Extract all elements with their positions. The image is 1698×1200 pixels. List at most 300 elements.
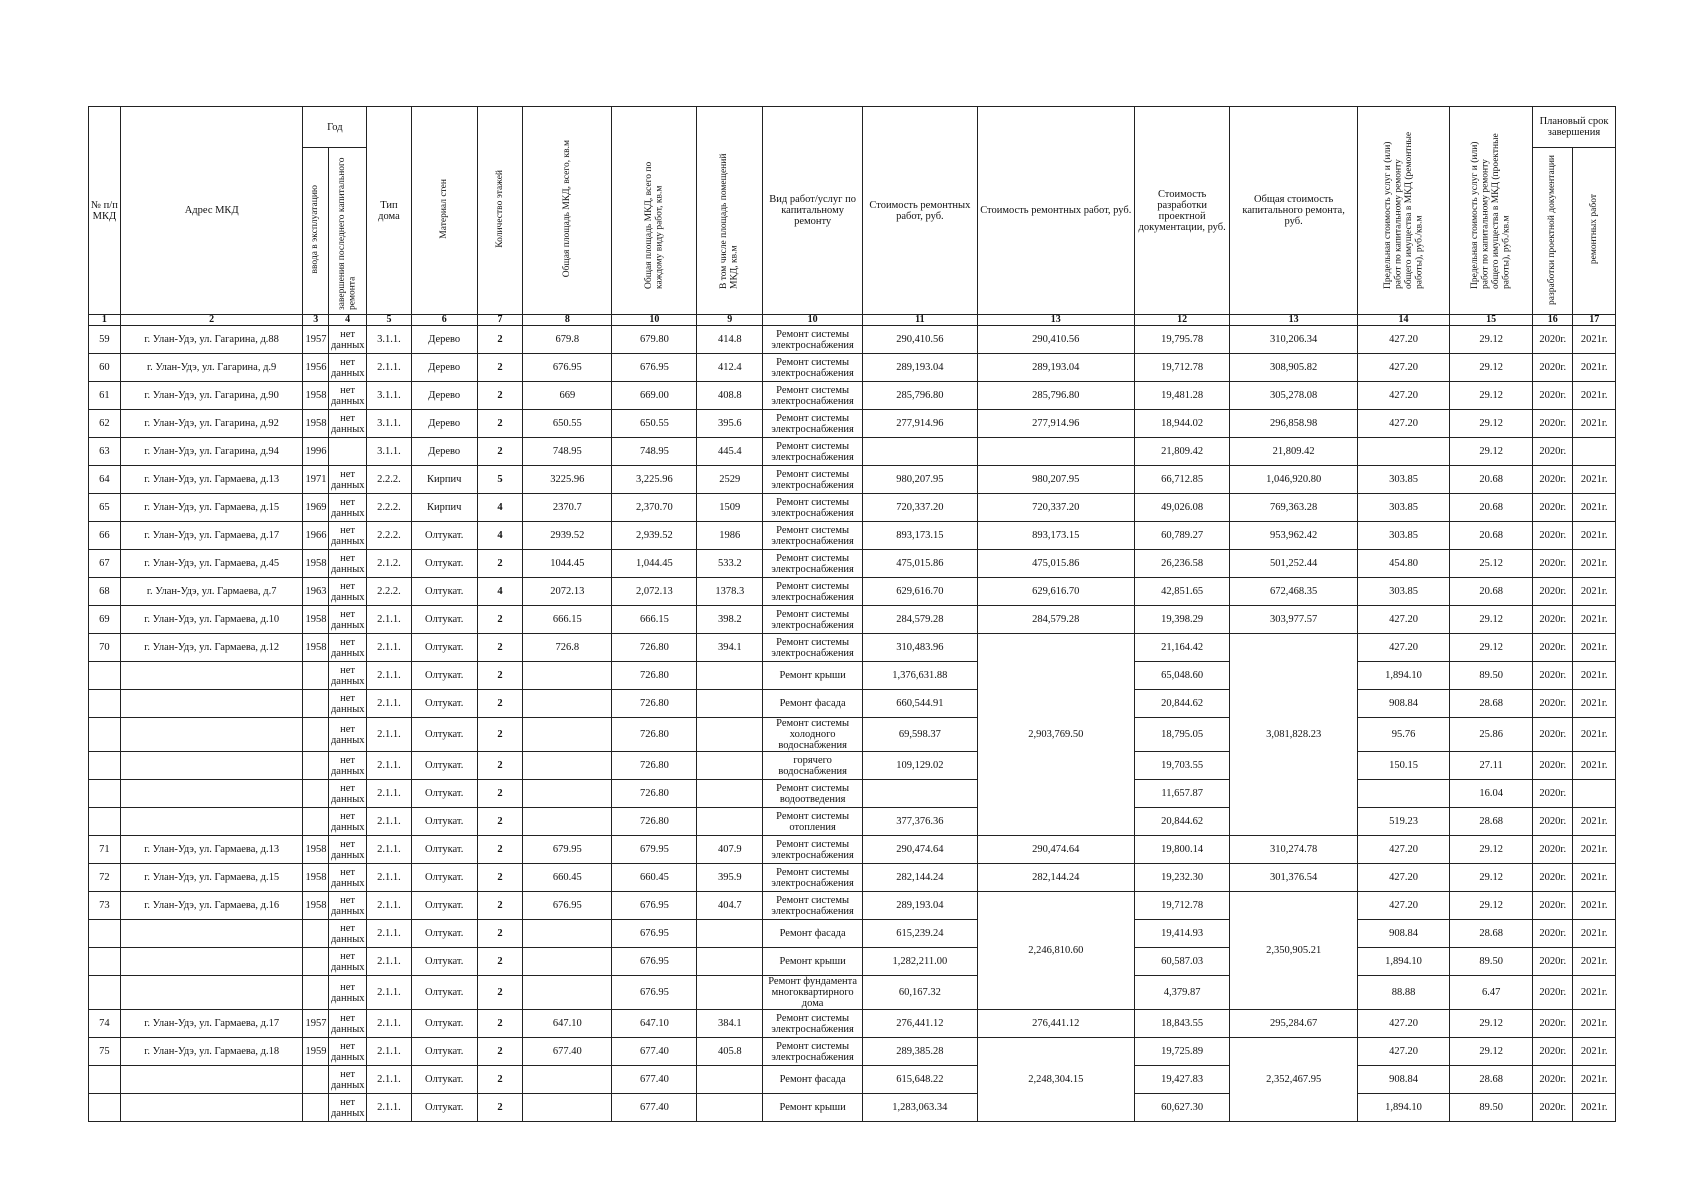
repair-cost-cell: 660,544.91	[863, 690, 978, 718]
plan-design-cell: 2020г.	[1533, 752, 1573, 780]
repair-cost-cell: 615,239.24	[863, 920, 978, 948]
limit-repair-cell: 427.20	[1357, 382, 1449, 410]
hdr-design-cost: Стоимость разработки проектной документации, руб.	[1134, 107, 1230, 315]
material-cell: Олтукат.	[411, 690, 477, 718]
plan-design-cell: 2020г.	[1533, 864, 1573, 892]
plan-design-cell: 2020г.	[1533, 976, 1573, 1010]
house-type-cell: 2.1.1.	[367, 662, 412, 690]
house-type-cell: 2.1.1.	[367, 836, 412, 864]
plan-design-cell: 2020г.	[1533, 1094, 1573, 1122]
total-area-cell: 3225.96	[523, 466, 612, 494]
empty-cell	[120, 948, 303, 976]
last-repair-cell: нет данных	[328, 634, 366, 662]
area-by-work-cell: 679.80	[612, 326, 697, 354]
last-repair-cell: нет данных	[328, 1094, 366, 1122]
work-type-cell: Ремонт системы электроснабжения	[763, 466, 863, 494]
commission-year-cell: 1959	[303, 1038, 328, 1066]
premises-area-cell: 1986	[697, 522, 763, 550]
design-cost-cell: 19,795.78	[1134, 326, 1230, 354]
repair-cost-cell: 69,598.37	[863, 718, 978, 752]
repair-cost-cell: 1,283,063.34	[863, 1094, 978, 1122]
work-type-cell: Ремонт системы водоотведения	[763, 780, 863, 808]
design-cost-cell: 19,703.55	[1134, 752, 1230, 780]
address-cell: г. Улан-Удэ, ул. Гармаева, д.18	[120, 1038, 303, 1066]
premises-area-cell: 414.8	[697, 326, 763, 354]
repair-cost-cell	[863, 438, 978, 466]
house-type-cell: 2.2.2.	[367, 494, 412, 522]
limit-design-cell: 20.68	[1450, 578, 1533, 606]
work-type-cell: Ремонт фасада	[763, 1066, 863, 1094]
overall-cost-cell: 21,809.42	[1230, 438, 1357, 466]
limit-repair-cell: 908.84	[1357, 920, 1449, 948]
floors-cell: 2	[477, 1066, 523, 1094]
column-numbers-row	[89, 315, 1616, 326]
design-cost-cell: 4,379.87	[1134, 976, 1230, 1010]
empty-cell	[697, 920, 763, 948]
repair-cost-cell: 377,376.36	[863, 808, 978, 836]
floors-cell: 2	[477, 438, 523, 466]
limit-repair-cell: 427.20	[1357, 1010, 1449, 1038]
plan-repair-cell: 2021г.	[1573, 1094, 1616, 1122]
limit-design-cell: 20.68	[1450, 522, 1533, 550]
area-by-work-cell: 1,044.45	[612, 550, 697, 578]
overall-cost-cell: 310,274.78	[1230, 836, 1357, 864]
hdr-num: № п/п МКД	[89, 107, 121, 315]
hdr-plan-repair: ремонтных работ	[1573, 148, 1616, 315]
limit-repair-cell: 303.85	[1357, 466, 1449, 494]
total-area-cell: 748.95	[523, 438, 612, 466]
material-cell: Дерево	[411, 382, 477, 410]
plan-repair-cell: 2021г.	[1573, 1066, 1616, 1094]
design-cost-cell: 65,048.60	[1134, 662, 1230, 690]
last-repair-cell: нет данных	[328, 382, 366, 410]
last-repair-cell: нет данных	[328, 326, 366, 354]
column-number: 16	[1533, 315, 1573, 326]
premises-area-cell: 398.2	[697, 606, 763, 634]
repair-cost-cell: 109,129.02	[863, 752, 978, 780]
address-cell: г. Улан-Удэ, ул. Гагарина, д.9	[120, 354, 303, 382]
work-type-cell: Ремонт системы электроснабжения	[763, 438, 863, 466]
empty-cell	[89, 948, 121, 976]
plan-repair-cell: 2021г.	[1573, 326, 1616, 354]
area-by-work-cell: 726.80	[612, 690, 697, 718]
hdr-year-group: Год	[303, 107, 367, 148]
work-type-cell: Ремонт системы электроснабжения	[763, 1038, 863, 1066]
commission-year-cell: 1957	[303, 1010, 328, 1038]
overall-cost-cell: 769,363.28	[1230, 494, 1357, 522]
floors-cell: 2	[477, 892, 523, 920]
empty-cell	[303, 948, 328, 976]
design-cost-cell: 19,232.30	[1134, 864, 1230, 892]
design-cost-cell: 60,789.27	[1134, 522, 1230, 550]
column-number: 9	[697, 315, 763, 326]
total-area-cell: 679.8	[523, 326, 612, 354]
plan-repair-cell: 2021г.	[1573, 948, 1616, 976]
material-cell: Олтукат.	[411, 808, 477, 836]
empty-cell	[523, 780, 612, 808]
house-type-cell: 2.1.1.	[367, 718, 412, 752]
empty-cell	[303, 752, 328, 780]
empty-cell	[303, 976, 328, 1010]
limit-repair-cell: 427.20	[1357, 836, 1449, 864]
empty-cell	[523, 1066, 612, 1094]
empty-cell	[303, 1094, 328, 1122]
plan-repair-cell: 2021г.	[1573, 976, 1616, 1010]
repair-cost-total-cell: 629,616.70	[977, 578, 1134, 606]
hdr-total-area: Общая площадь МКД, всего, кв.м	[523, 107, 612, 315]
plan-design-cell: 2020г.	[1533, 606, 1573, 634]
house-type-cell: 2.1.1.	[367, 752, 412, 780]
floors-cell: 2	[477, 662, 523, 690]
design-cost-cell: 11,657.87	[1134, 780, 1230, 808]
material-cell: Олтукат.	[411, 634, 477, 662]
commission-year-cell: 1958	[303, 606, 328, 634]
column-number: 10	[612, 315, 697, 326]
floors-cell: 4	[477, 522, 523, 550]
material-cell: Дерево	[411, 438, 477, 466]
overall-cost-cell: 501,252.44	[1230, 550, 1357, 578]
work-type-cell: Ремонт фасада	[763, 920, 863, 948]
limit-design-cell: 29.12	[1450, 634, 1533, 662]
plan-repair-cell: 2021г.	[1573, 864, 1616, 892]
repair-cost-total-cell: 893,173.15	[977, 522, 1134, 550]
empty-cell	[89, 808, 121, 836]
house-type-cell: 2.1.2.	[367, 550, 412, 578]
total-area-cell: 2939.52	[523, 522, 612, 550]
work-type-cell: горячего водоснабжения	[763, 752, 863, 780]
overall-cost-cell: 301,376.54	[1230, 864, 1357, 892]
material-cell: Кирпич	[411, 466, 477, 494]
total-area-cell: 676.95	[523, 892, 612, 920]
limit-repair-cell: 1,894.10	[1357, 948, 1449, 976]
empty-cell	[303, 1066, 328, 1094]
floors-cell: 2	[477, 976, 523, 1010]
house-type-cell: 2.1.1.	[367, 1066, 412, 1094]
design-cost-cell: 66,712.85	[1134, 466, 1230, 494]
table-row	[89, 634, 1616, 662]
work-type-cell: Ремонт системы электроснабжения	[763, 522, 863, 550]
repair-table	[88, 106, 1616, 1122]
address-cell: г. Улан-Удэ, ул. Гармаева, д.17	[120, 522, 303, 550]
plan-design-cell: 2020г.	[1533, 578, 1573, 606]
repair-cost-cell: 289,193.04	[863, 892, 978, 920]
repair-cost-cell: 310,483.96	[863, 634, 978, 662]
design-cost-cell: 60,627.30	[1134, 1094, 1230, 1122]
column-number: 10	[763, 315, 863, 326]
table-row	[89, 718, 1616, 752]
plan-design-cell: 2020г.	[1533, 1010, 1573, 1038]
plan-design-cell: 2020г.	[1533, 1066, 1573, 1094]
plan-repair-cell: 2021г.	[1573, 466, 1616, 494]
hdr-repair-cost: Стоимость ремонтных работ, руб.	[863, 107, 978, 315]
plan-repair-cell: 2021г.	[1573, 920, 1616, 948]
design-cost-cell: 60,587.03	[1134, 948, 1230, 976]
work-type-cell: Ремонт системы электроснабжения	[763, 354, 863, 382]
table-row	[89, 606, 1616, 634]
limit-repair-cell: 303.85	[1357, 494, 1449, 522]
row-number-cell: 59	[89, 326, 121, 354]
repair-cost-cell: 60,167.32	[863, 976, 978, 1010]
empty-cell	[303, 920, 328, 948]
table-row	[89, 1066, 1616, 1094]
row-number-cell: 62	[89, 410, 121, 438]
area-by-work-cell: 726.80	[612, 634, 697, 662]
material-cell: Олтукат.	[411, 662, 477, 690]
empty-cell	[697, 808, 763, 836]
area-by-work-cell: 676.95	[612, 948, 697, 976]
address-cell: г. Улан-Удэ, ул. Гагарина, д.94	[120, 438, 303, 466]
plan-repair-cell: 2021г.	[1573, 410, 1616, 438]
house-type-cell: 2.1.1.	[367, 808, 412, 836]
repair-cost-cell: 720,337.20	[863, 494, 978, 522]
empty-cell	[523, 1094, 612, 1122]
last-repair-cell: нет данных	[328, 864, 366, 892]
last-repair-cell: нет данных	[328, 892, 366, 920]
plan-design-cell: 2020г.	[1533, 382, 1573, 410]
address-cell: г. Улан-Удэ, ул. Гармаева, д.10	[120, 606, 303, 634]
last-repair-cell: нет данных	[328, 948, 366, 976]
last-repair-cell: нет данных	[328, 662, 366, 690]
floors-cell: 2	[477, 1038, 523, 1066]
column-number: 8	[523, 315, 612, 326]
commission-year-cell: 1958	[303, 634, 328, 662]
last-repair-cell: нет данных	[328, 354, 366, 382]
floors-cell: 2	[477, 752, 523, 780]
area-by-work-cell: 669.00	[612, 382, 697, 410]
repair-cost-total-cell: 284,579.28	[977, 606, 1134, 634]
house-type-cell: 3.1.1.	[367, 438, 412, 466]
limit-design-cell: 29.12	[1450, 864, 1533, 892]
work-type-cell: Ремонт системы электроснабжения	[763, 836, 863, 864]
area-by-work-cell: 726.80	[612, 808, 697, 836]
premises-area-cell: 404.7	[697, 892, 763, 920]
last-repair-cell	[328, 438, 366, 466]
empty-cell	[697, 1094, 763, 1122]
material-cell: Олтукат.	[411, 606, 477, 634]
repair-cost-cell: 277,914.96	[863, 410, 978, 438]
row-number-cell: 75	[89, 1038, 121, 1066]
design-cost-cell: 19,800.14	[1134, 836, 1230, 864]
limit-design-cell: 28.68	[1450, 690, 1533, 718]
limit-design-cell: 29.12	[1450, 1038, 1533, 1066]
last-repair-cell: нет данных	[328, 606, 366, 634]
material-cell: Дерево	[411, 326, 477, 354]
premises-area-cell: 394.1	[697, 634, 763, 662]
material-cell: Олтукат.	[411, 920, 477, 948]
overall-cost-cell: 305,278.08	[1230, 382, 1357, 410]
limit-design-cell: 6.47	[1450, 976, 1533, 1010]
repair-cost-total-cell: 2,903,769.50	[977, 634, 1134, 836]
hdr-commission-year: ввода в эксплуатацию	[303, 148, 328, 315]
table-row	[89, 438, 1616, 466]
hdr-work-type: Вид работ/услуг по капитальному ремонту	[763, 107, 863, 315]
row-number-cell: 74	[89, 1010, 121, 1038]
plan-repair-cell: 2021г.	[1573, 634, 1616, 662]
plan-repair-cell: 2021г.	[1573, 606, 1616, 634]
total-area-cell: 1044.45	[523, 550, 612, 578]
repair-cost-cell: 290,410.56	[863, 326, 978, 354]
table-row	[89, 690, 1616, 718]
plan-design-cell: 2020г.	[1533, 780, 1573, 808]
work-type-cell: Ремонт системы электроснабжения	[763, 606, 863, 634]
house-type-cell: 2.1.1.	[367, 948, 412, 976]
plan-design-cell: 2020г.	[1533, 892, 1573, 920]
empty-cell	[303, 808, 328, 836]
last-repair-cell: нет данных	[328, 466, 366, 494]
table-row	[89, 662, 1616, 690]
material-cell: Олтукат.	[411, 976, 477, 1010]
limit-design-cell: 28.68	[1450, 1066, 1533, 1094]
limit-design-cell: 27.11	[1450, 752, 1533, 780]
repair-cost-total-cell	[977, 438, 1134, 466]
limit-design-cell: 89.50	[1450, 662, 1533, 690]
floors-cell: 2	[477, 354, 523, 382]
area-by-work-cell: 666.15	[612, 606, 697, 634]
address-cell: г. Улан-Удэ, ул. Гармаева, д.12	[120, 634, 303, 662]
plan-design-cell: 2020г.	[1533, 948, 1573, 976]
area-by-work-cell: 677.40	[612, 1066, 697, 1094]
column-number: 7	[477, 315, 523, 326]
empty-cell	[89, 1066, 121, 1094]
empty-cell	[89, 662, 121, 690]
empty-cell	[523, 920, 612, 948]
floors-cell: 5	[477, 466, 523, 494]
limit-repair-cell: 427.20	[1357, 410, 1449, 438]
floors-cell: 2	[477, 718, 523, 752]
premises-area-cell: 407.9	[697, 836, 763, 864]
overall-cost-cell: 672,468.35	[1230, 578, 1357, 606]
work-type-cell: Ремонт системы отопления	[763, 808, 863, 836]
work-type-cell: Ремонт системы электроснабжения	[763, 864, 863, 892]
design-cost-cell: 21,809.42	[1134, 438, 1230, 466]
premises-area-cell: 408.8	[697, 382, 763, 410]
repair-cost-total-cell: 2,248,304.15	[977, 1038, 1134, 1122]
address-cell: г. Улан-Удэ, ул. Гагарина, д.88	[120, 326, 303, 354]
floors-cell: 2	[477, 1010, 523, 1038]
floors-cell: 2	[477, 550, 523, 578]
material-cell: Олтукат.	[411, 718, 477, 752]
commission-year-cell: 1958	[303, 864, 328, 892]
address-cell: г. Улан-Удэ, ул. Гармаева, д.13	[120, 836, 303, 864]
limit-repair-cell: 454.80	[1357, 550, 1449, 578]
house-type-cell: 2.2.2.	[367, 522, 412, 550]
floors-cell: 2	[477, 634, 523, 662]
last-repair-cell: нет данных	[328, 410, 366, 438]
floors-cell: 2	[477, 836, 523, 864]
floors-cell: 4	[477, 494, 523, 522]
work-type-cell: Ремонт системы электроснабжения	[763, 634, 863, 662]
row-number-cell: 71	[89, 836, 121, 864]
work-type-cell: Ремонт системы электроснабжения	[763, 892, 863, 920]
empty-cell	[89, 752, 121, 780]
plan-repair-cell: 2021г.	[1573, 892, 1616, 920]
hdr-wall-material: Материал стен	[411, 107, 477, 315]
empty-cell	[120, 662, 303, 690]
floors-cell: 2	[477, 864, 523, 892]
hdr-limit-design: Предельная стоимость услуг и (или) работ по капитальному ремонту общего имущества в МКД (проектные работы), руб./кв.м	[1450, 107, 1533, 315]
limit-design-cell: 29.12	[1450, 1010, 1533, 1038]
floors-cell: 2	[477, 690, 523, 718]
last-repair-cell: нет данных	[328, 1066, 366, 1094]
plan-design-cell: 2020г.	[1533, 466, 1573, 494]
commission-year-cell: 1956	[303, 354, 328, 382]
work-type-cell: Ремонт системы электроснабжения	[763, 578, 863, 606]
commission-year-cell: 1958	[303, 892, 328, 920]
design-cost-cell: 19,712.78	[1134, 354, 1230, 382]
empty-cell	[89, 780, 121, 808]
repair-cost-total-cell: 290,474.64	[977, 836, 1134, 864]
material-cell: Олтукат.	[411, 1066, 477, 1094]
overall-cost-cell: 3,081,828.23	[1230, 634, 1357, 836]
row-number-cell: 64	[89, 466, 121, 494]
material-cell: Олтукат.	[411, 522, 477, 550]
total-area-cell: 677.40	[523, 1038, 612, 1066]
plan-repair-cell: 2021г.	[1573, 662, 1616, 690]
repair-cost-cell: 615,648.22	[863, 1066, 978, 1094]
table-row	[89, 976, 1616, 1010]
work-type-cell: Ремонт системы электроснабжения	[763, 410, 863, 438]
last-repair-cell: нет данных	[328, 752, 366, 780]
column-number: 14	[1357, 315, 1449, 326]
material-cell: Олтукат.	[411, 1010, 477, 1038]
area-by-work-cell: 3,225.96	[612, 466, 697, 494]
last-repair-cell: нет данных	[328, 1010, 366, 1038]
repair-cost-cell: 475,015.86	[863, 550, 978, 578]
limit-design-cell: 29.12	[1450, 410, 1533, 438]
floors-cell: 2	[477, 410, 523, 438]
last-repair-cell: нет данных	[328, 1038, 366, 1066]
limit-repair-cell: 1,894.10	[1357, 1094, 1449, 1122]
floors-cell: 2	[477, 382, 523, 410]
area-by-work-cell: 679.95	[612, 836, 697, 864]
plan-design-cell: 2020г.	[1533, 1038, 1573, 1066]
total-area-cell: 650.55	[523, 410, 612, 438]
repair-cost-cell: 276,441.12	[863, 1010, 978, 1038]
area-by-work-cell: 676.95	[612, 354, 697, 382]
last-repair-cell: нет данных	[328, 690, 366, 718]
area-by-work-cell: 660.45	[612, 864, 697, 892]
repair-cost-cell: 289,385.28	[863, 1038, 978, 1066]
plan-design-cell: 2020г.	[1533, 326, 1573, 354]
design-cost-cell: 19,414.93	[1134, 920, 1230, 948]
empty-cell	[697, 662, 763, 690]
design-cost-cell: 26,236.58	[1134, 550, 1230, 578]
empty-cell	[697, 948, 763, 976]
repair-cost-cell: 289,193.04	[863, 354, 978, 382]
plan-design-cell: 2020г.	[1533, 550, 1573, 578]
design-cost-cell: 18,795.05	[1134, 718, 1230, 752]
area-by-work-cell: 677.40	[612, 1094, 697, 1122]
repair-cost-cell: 285,796.80	[863, 382, 978, 410]
commission-year-cell: 1996	[303, 438, 328, 466]
repair-cost-total-cell: 720,337.20	[977, 494, 1134, 522]
limit-design-cell: 28.68	[1450, 920, 1533, 948]
design-cost-cell: 19,725.89	[1134, 1038, 1230, 1066]
hdr-area-by-work: Общая площадь МКД, всего по каждому виду работ, кв.м	[612, 107, 697, 315]
empty-cell	[89, 976, 121, 1010]
work-type-cell: Ремонт системы электроснабжения	[763, 326, 863, 354]
address-cell: г. Улан-Удэ, ул. Гармаева, д.16	[120, 892, 303, 920]
empty-cell	[523, 718, 612, 752]
row-number-cell: 72	[89, 864, 121, 892]
floors-cell: 2	[477, 326, 523, 354]
material-cell: Олтукат.	[411, 1038, 477, 1066]
empty-cell	[697, 976, 763, 1010]
overall-cost-cell: 953,962.42	[1230, 522, 1357, 550]
work-type-cell: Ремонт крыши	[763, 1094, 863, 1122]
house-type-cell: 3.1.1.	[367, 410, 412, 438]
area-by-work-cell: 676.95	[612, 920, 697, 948]
